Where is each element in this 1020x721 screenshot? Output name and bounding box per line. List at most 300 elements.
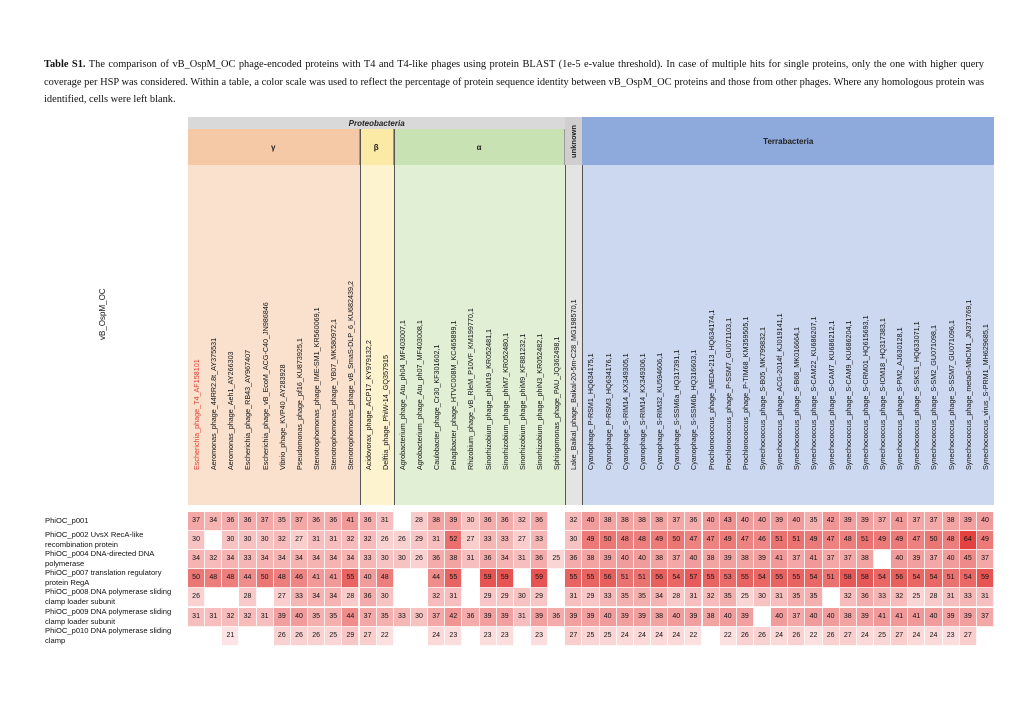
identity-cell: 54	[754, 569, 771, 588]
identity-cell: 51	[943, 569, 960, 588]
beta-group-label: β	[360, 129, 394, 165]
empty-cell	[239, 627, 256, 646]
identity-cell: 51	[771, 531, 788, 550]
identity-cell: 38	[582, 550, 599, 569]
identity-cell: 51	[823, 569, 840, 588]
identity-cell: 26	[291, 627, 308, 646]
identity-cell: 25	[737, 588, 754, 607]
identity-cell: 25	[908, 588, 925, 607]
column-header: Cyanophage_P-RSM3_HQ634176,1	[603, 353, 613, 470]
identity-cell: 51	[857, 531, 874, 550]
identity-cell: 26	[411, 550, 428, 569]
identity-cell: 31	[205, 608, 222, 627]
column-header: Prochlorococcus_phage_P-TIM68_KM359505,1	[740, 316, 750, 470]
identity-cell: 48	[840, 531, 857, 550]
identity-cell: 55	[788, 569, 805, 588]
identity-cell: 38	[634, 512, 651, 531]
column-header: Synechococcus_virus_S-PRM1_MH629685,1	[980, 324, 990, 470]
column-header: Synechococcus_phage_S-SSM7_GU071096,1	[946, 320, 956, 470]
identity-cell: 31	[428, 531, 445, 550]
column-header: Stenotrophomonas_phage_vB_SmaS-DLP_6_KU682439,2	[346, 280, 356, 470]
identity-cell: 36	[308, 512, 325, 531]
identity-cell: 41	[891, 512, 908, 531]
identity-cell: 49	[874, 531, 891, 550]
identity-cell: 26	[823, 627, 840, 646]
identity-cell: 34	[188, 550, 205, 569]
identity-cell: 33	[394, 608, 411, 627]
identity-cell: 24	[617, 627, 634, 646]
identity-cell: 48	[377, 569, 394, 588]
identity-cell: 28	[342, 588, 359, 607]
identity-cell: 41	[874, 608, 891, 627]
identity-cell: 39	[480, 608, 497, 627]
identity-cell: 38	[651, 512, 668, 531]
empty-cell	[548, 627, 565, 646]
identity-cell: 31	[445, 588, 462, 607]
row-label: PhiOC_p002 UvsX RecA-like recombination protein	[45, 530, 144, 550]
identity-cell: 35	[805, 588, 822, 607]
unknown-label-text: unknown	[569, 124, 579, 158]
identity-cell: 30	[565, 531, 582, 550]
identity-cell: 37	[874, 512, 891, 531]
identity-cell: 55	[582, 569, 599, 588]
row-label: PhiOC_p009 DNA polymerase sliding clamp loader subunit	[45, 606, 172, 626]
column-header: Cyanophage_P-RSM1_HQ634175,1	[586, 353, 596, 470]
identity-cell: 32	[239, 608, 256, 627]
identity-cell: 24	[668, 627, 685, 646]
identity-cell: 41	[771, 550, 788, 569]
identity-cell: 27	[291, 531, 308, 550]
identity-cell: 48	[943, 531, 960, 550]
identity-cell: 38	[651, 608, 668, 627]
column-header: Aeromonas_phage_44RR2.8t_AY375531	[209, 337, 219, 470]
identity-cell: 38	[703, 550, 720, 569]
identity-cell: 33	[291, 588, 308, 607]
identity-cell: 28	[239, 588, 256, 607]
identity-cell: 36	[360, 588, 377, 607]
identity-cell: 42	[823, 512, 840, 531]
identity-cell: 34	[308, 550, 325, 569]
identity-cell: 49	[651, 531, 668, 550]
column-header: Cyanophage_S-RIM32_KU594606,1	[655, 352, 665, 470]
identity-cell: 39	[960, 512, 977, 531]
identity-cell: 29	[497, 588, 514, 607]
column-header: Delftia_phage_PhiW-14_GQ357915	[380, 355, 390, 470]
identity-cell: 47	[703, 531, 720, 550]
empty-cell	[411, 569, 428, 588]
identity-cell: 36	[239, 512, 256, 531]
identity-cell: 36	[565, 550, 582, 569]
empty-cell	[703, 627, 720, 646]
identity-cell: 54	[805, 569, 822, 588]
identity-cell: 28	[668, 588, 685, 607]
identity-cell: 47	[908, 531, 925, 550]
identity-cell: 52	[445, 531, 462, 550]
identity-cell: 48	[222, 569, 239, 588]
identity-cell: 23	[943, 627, 960, 646]
identity-cell: 37	[977, 608, 994, 627]
identity-cell: 55	[445, 569, 462, 588]
identity-cell: 22	[805, 627, 822, 646]
identity-cell: 44	[342, 608, 359, 627]
identity-cell: 40	[771, 608, 788, 627]
identity-cell: 59	[480, 569, 497, 588]
identity-cell: 32	[205, 550, 222, 569]
gamma-group-label: γ	[188, 129, 360, 165]
identity-cell: 32	[891, 588, 908, 607]
empty-cell	[754, 608, 771, 627]
column-header: Synechococcus_phage_S-IOM18_HQ317383,1	[878, 318, 887, 470]
identity-cell: 25	[548, 550, 565, 569]
identity-cell: 39	[617, 608, 634, 627]
identity-cell: 24	[908, 627, 925, 646]
identity-cell: 27	[462, 531, 479, 550]
column-header: Pelagibacter_phage_HTVC008M_KC465899,1	[449, 320, 459, 470]
identity-cell: 25	[874, 627, 891, 646]
row-label: PhiOC_p004 DNA-directed DNA polymerase	[45, 549, 154, 569]
identity-cell: 34	[325, 588, 342, 607]
identity-cell: 40	[737, 512, 754, 531]
identity-cell: 39	[943, 608, 960, 627]
identity-cell: 57	[685, 569, 702, 588]
identity-cell: 41	[325, 569, 342, 588]
identity-cell: 32	[342, 531, 359, 550]
identity-cell: 36	[531, 550, 548, 569]
identity-cell: 33	[531, 531, 548, 550]
identity-cell: 51	[634, 569, 651, 588]
identity-cell: 24	[428, 627, 445, 646]
identity-cell: 55	[737, 569, 754, 588]
group-divider	[394, 117, 395, 505]
column-header: Synechococcus_phage_S-PM2_AJ630128,1	[895, 327, 905, 470]
identity-cell: 49	[582, 531, 599, 550]
identity-cell: 36	[480, 550, 497, 569]
identity-cell: 39	[531, 608, 548, 627]
identity-cell: 40	[668, 608, 685, 627]
identity-cell: 39	[445, 512, 462, 531]
column-header: Cyanophage_S-RIM14_KX349305,1	[620, 353, 630, 470]
empty-cell	[548, 588, 565, 607]
column-header: Synechococcus_phage_ACG-2014f_KJ019141,1	[775, 313, 785, 470]
column-header: Vibrio_phage_KVP40_AY283928	[277, 364, 287, 470]
identity-cell: 36	[480, 512, 497, 531]
identity-cell: 58	[857, 569, 874, 588]
identity-cell: 39	[720, 550, 737, 569]
identity-cell: 26	[377, 531, 394, 550]
identity-cell: 43	[720, 512, 737, 531]
identity-cell: 40	[891, 550, 908, 569]
identity-cell: 40	[291, 608, 308, 627]
identity-cell: 29	[342, 627, 359, 646]
identity-cell: 23	[480, 627, 497, 646]
identity-cell: 40	[788, 512, 805, 531]
column-header: Prochlorococcus_phage_MED4-213_HQ634174,1	[706, 309, 716, 470]
empty-cell	[394, 627, 411, 646]
identity-cell: 39	[754, 550, 771, 569]
column-header: Synechococcus_phage_S-B05_MK799832,1	[757, 326, 767, 470]
identity-cell: 35	[377, 608, 394, 627]
identity-cell: 22	[377, 627, 394, 646]
identity-cell: 38	[600, 512, 617, 531]
empty-cell	[514, 569, 531, 588]
identity-cell: 30	[239, 531, 256, 550]
identity-cell: 36	[360, 512, 377, 531]
identity-cell: 39	[634, 608, 651, 627]
identity-cell: 64	[960, 531, 977, 550]
identity-cell: 30	[222, 531, 239, 550]
group-divider	[582, 117, 583, 505]
column-header: Sphingomonas_phage_PAU_JQ362498,1	[552, 336, 562, 470]
group-divider	[565, 117, 566, 505]
identity-cell: 27	[514, 531, 531, 550]
identity-cell: 47	[685, 531, 702, 550]
empty-cell	[548, 531, 565, 550]
column-header: Agrobacterium_phage_Atu_ph07_MF403008,1	[414, 320, 424, 470]
identity-cell: 38	[445, 550, 462, 569]
identity-cell: 30	[188, 531, 205, 550]
identity-cell: 40	[582, 512, 599, 531]
column-header: Sinorhizobium_phage_phiM7_KR052480,1	[500, 332, 510, 470]
identity-cell: 59	[977, 569, 994, 588]
identity-cell: 29	[480, 588, 497, 607]
identity-cell: 37	[668, 512, 685, 531]
identity-cell: 38	[703, 608, 720, 627]
identity-cell: 26	[737, 627, 754, 646]
identity-cell: 48	[634, 531, 651, 550]
identity-cell: 34	[274, 550, 291, 569]
identity-cell: 38	[737, 550, 754, 569]
identity-cell: 34	[342, 550, 359, 569]
identity-cell: 35	[720, 588, 737, 607]
identity-cell: 49	[720, 531, 737, 550]
identity-cell: 37	[840, 550, 857, 569]
identity-cell: 31	[188, 608, 205, 627]
row-label: PhiOC_p001	[45, 516, 89, 525]
identity-cell: 37	[823, 550, 840, 569]
identity-cell: 24	[857, 627, 874, 646]
identity-cell: 48	[617, 531, 634, 550]
identity-cell: 37	[668, 550, 685, 569]
identity-cell: 32	[360, 531, 377, 550]
row-axis-label: vB_OspM_OC	[98, 288, 107, 340]
caption-title: Table S1.	[44, 59, 86, 70]
identity-cell: 33	[960, 588, 977, 607]
identity-cell: 26	[188, 588, 205, 607]
identity-cell: 59	[497, 569, 514, 588]
identity-cell: 36	[462, 608, 479, 627]
identity-cell: 47	[823, 531, 840, 550]
identity-cell: 54	[908, 569, 925, 588]
identity-cell: 30	[514, 588, 531, 607]
identity-cell: 58	[840, 569, 857, 588]
column-header: Cyanophage_S-SSM6b_HQ316603,1	[689, 349, 699, 470]
identity-cell: 39	[960, 608, 977, 627]
empty-cell	[548, 569, 565, 588]
identity-cell: 37	[188, 512, 205, 531]
identity-cell: 34	[651, 588, 668, 607]
identity-cell: 30	[394, 550, 411, 569]
column-header: Sinorhizobium_phage_phiM9_KF881232,1	[517, 333, 527, 470]
identity-cell: 51	[617, 569, 634, 588]
identity-cell: 27	[565, 627, 582, 646]
identity-cell: 21	[222, 627, 239, 646]
identity-cell: 45	[960, 550, 977, 569]
column-header: Stenotrophomonas_phage_YB07_MK580972,1	[329, 318, 339, 470]
identity-cell: 40	[685, 550, 702, 569]
identity-cell: 25	[325, 627, 342, 646]
column-header: Escherichia_phage_vB_EcoM_ACG-C40_JN986846	[260, 302, 270, 470]
column-header: Stenotrophomonas_phage_IME-SM1_KR560069,1	[312, 307, 322, 470]
identity-cell: 49	[891, 531, 908, 550]
identity-cell: 40	[720, 608, 737, 627]
identity-cell: 37	[925, 512, 942, 531]
identity-cell: 30	[411, 608, 428, 627]
identity-cell: 51	[788, 531, 805, 550]
empty-cell	[205, 531, 222, 550]
identity-cell: 54	[874, 569, 891, 588]
identity-cell: 41	[891, 608, 908, 627]
identity-cell: 26	[788, 627, 805, 646]
identity-cell: 39	[857, 608, 874, 627]
identity-cell: 28	[411, 512, 428, 531]
column-header: Escherichia_phage_T4_AF158101	[192, 359, 201, 470]
identity-cell: 38	[840, 608, 857, 627]
empty-cell	[394, 588, 411, 607]
identity-cell: 39	[840, 512, 857, 531]
identity-cell: 35	[805, 512, 822, 531]
column-header: Cyanophage_S-SSM6a_HQ317391,1	[672, 349, 682, 470]
identity-cell: 53	[720, 569, 737, 588]
identity-cell: 23	[497, 627, 514, 646]
proteobacteria-label: Proteobacteria	[188, 117, 565, 129]
identity-cell: 40	[360, 569, 377, 588]
empty-cell	[411, 627, 428, 646]
column-header: Synechococcus_phage_S-SM2_GU071098,1	[929, 324, 939, 470]
identity-cell: 55	[342, 569, 359, 588]
identity-cell: 33	[600, 588, 617, 607]
identity-cell: 34	[325, 550, 342, 569]
identity-cell: 50	[925, 531, 942, 550]
identity-cell: 31	[977, 588, 994, 607]
identity-cell: 36	[531, 512, 548, 531]
identity-cell: 59	[531, 569, 548, 588]
identity-cell: 29	[582, 588, 599, 607]
identity-cell: 33	[480, 531, 497, 550]
column-header: Pseudomonas_phage_pf16_KU873925,1	[294, 338, 304, 470]
identity-cell: 35	[308, 608, 325, 627]
identity-cell: 31	[514, 608, 531, 627]
identity-cell: 48	[205, 569, 222, 588]
identity-cell: 35	[634, 588, 651, 607]
identity-cell: 32	[274, 531, 291, 550]
identity-cell: 30	[754, 588, 771, 607]
empty-cell	[188, 627, 205, 646]
identity-cell: 37	[788, 608, 805, 627]
identity-cell: 31	[514, 550, 531, 569]
identity-cell: 55	[771, 569, 788, 588]
identity-cell: 34	[291, 550, 308, 569]
identity-cell: 50	[668, 531, 685, 550]
identity-cell: 38	[651, 550, 668, 569]
identity-cell: 33	[874, 588, 891, 607]
identity-cell: 26	[308, 627, 325, 646]
empty-cell	[823, 588, 840, 607]
identity-cell: 54	[960, 569, 977, 588]
identity-cell: 37	[360, 608, 377, 627]
identity-cell: 40	[925, 608, 942, 627]
identity-cell: 25	[582, 627, 599, 646]
identity-cell: 32	[428, 588, 445, 607]
identity-cell: 39	[274, 608, 291, 627]
identity-cell: 34	[308, 588, 325, 607]
identity-cell: 38	[617, 512, 634, 531]
identity-cell: 28	[925, 588, 942, 607]
identity-cell: 54	[668, 569, 685, 588]
identity-cell: 50	[600, 531, 617, 550]
identity-cell: 35	[617, 588, 634, 607]
identity-cell: 36	[857, 588, 874, 607]
empty-cell	[222, 588, 239, 607]
identity-cell: 31	[257, 608, 274, 627]
identity-cell: 22	[720, 627, 737, 646]
identity-cell: 49	[805, 531, 822, 550]
identity-cell: 38	[943, 512, 960, 531]
identity-cell: 42	[445, 608, 462, 627]
identity-cell: 40	[600, 608, 617, 627]
identity-cell: 27	[960, 627, 977, 646]
terrabacteria-label: Terrabacteria	[582, 117, 994, 165]
identity-cell: 27	[274, 588, 291, 607]
identity-cell: 37	[925, 550, 942, 569]
identity-cell: 39	[685, 608, 702, 627]
identity-cell: 35	[788, 588, 805, 607]
identity-cell: 41	[308, 569, 325, 588]
identity-cell: 39	[737, 608, 754, 627]
identity-cell: 30	[377, 550, 394, 569]
identity-cell: 32	[514, 512, 531, 531]
identity-cell: 39	[771, 512, 788, 531]
identity-cell: 24	[925, 627, 942, 646]
identity-cell: 33	[497, 531, 514, 550]
column-header: Agrobacterium_phage_Atu_ph04_MF403007,1	[397, 320, 407, 470]
identity-cell: 47	[737, 531, 754, 550]
identity-cell: 35	[274, 512, 291, 531]
column-header: Prochlorococcus_phage_P-SSM7_GU071103,1	[723, 317, 733, 470]
identity-cell: 40	[823, 608, 840, 627]
column-header: Cyanophage_S-RIM14_KX349306,1	[637, 353, 647, 470]
identity-cell: 31	[685, 588, 702, 607]
identity-cell: 31	[565, 588, 582, 607]
identity-cell: 24	[651, 627, 668, 646]
column-header: Synechococcus_phage_S-SKS1_HQ633071,1	[912, 321, 922, 470]
identity-cell: 36	[222, 512, 239, 531]
identity-cell: 31	[462, 550, 479, 569]
identity-cell: 40	[754, 512, 771, 531]
empty-cell	[394, 569, 411, 588]
column-header: Synechococcus_phage_S-CAM9_KU686204,1	[843, 320, 853, 470]
identity-cell: 27	[840, 627, 857, 646]
identity-cell: 23	[531, 627, 548, 646]
column-header: Rhizobium_phage_vB_RleM_P10VF_KM199770,1	[466, 308, 476, 470]
identity-cell: 30	[257, 531, 274, 550]
identity-cell: 33	[360, 550, 377, 569]
identity-cell: 44	[239, 569, 256, 588]
identity-cell: 37	[908, 512, 925, 531]
column-header: Escherichia_phage_RB43_AY967407	[243, 349, 253, 470]
identity-cell: 48	[274, 569, 291, 588]
column-header: Synechococcus_phage_S-CAM7_KU686212,1	[826, 320, 836, 470]
identity-cell: 32	[565, 512, 582, 531]
